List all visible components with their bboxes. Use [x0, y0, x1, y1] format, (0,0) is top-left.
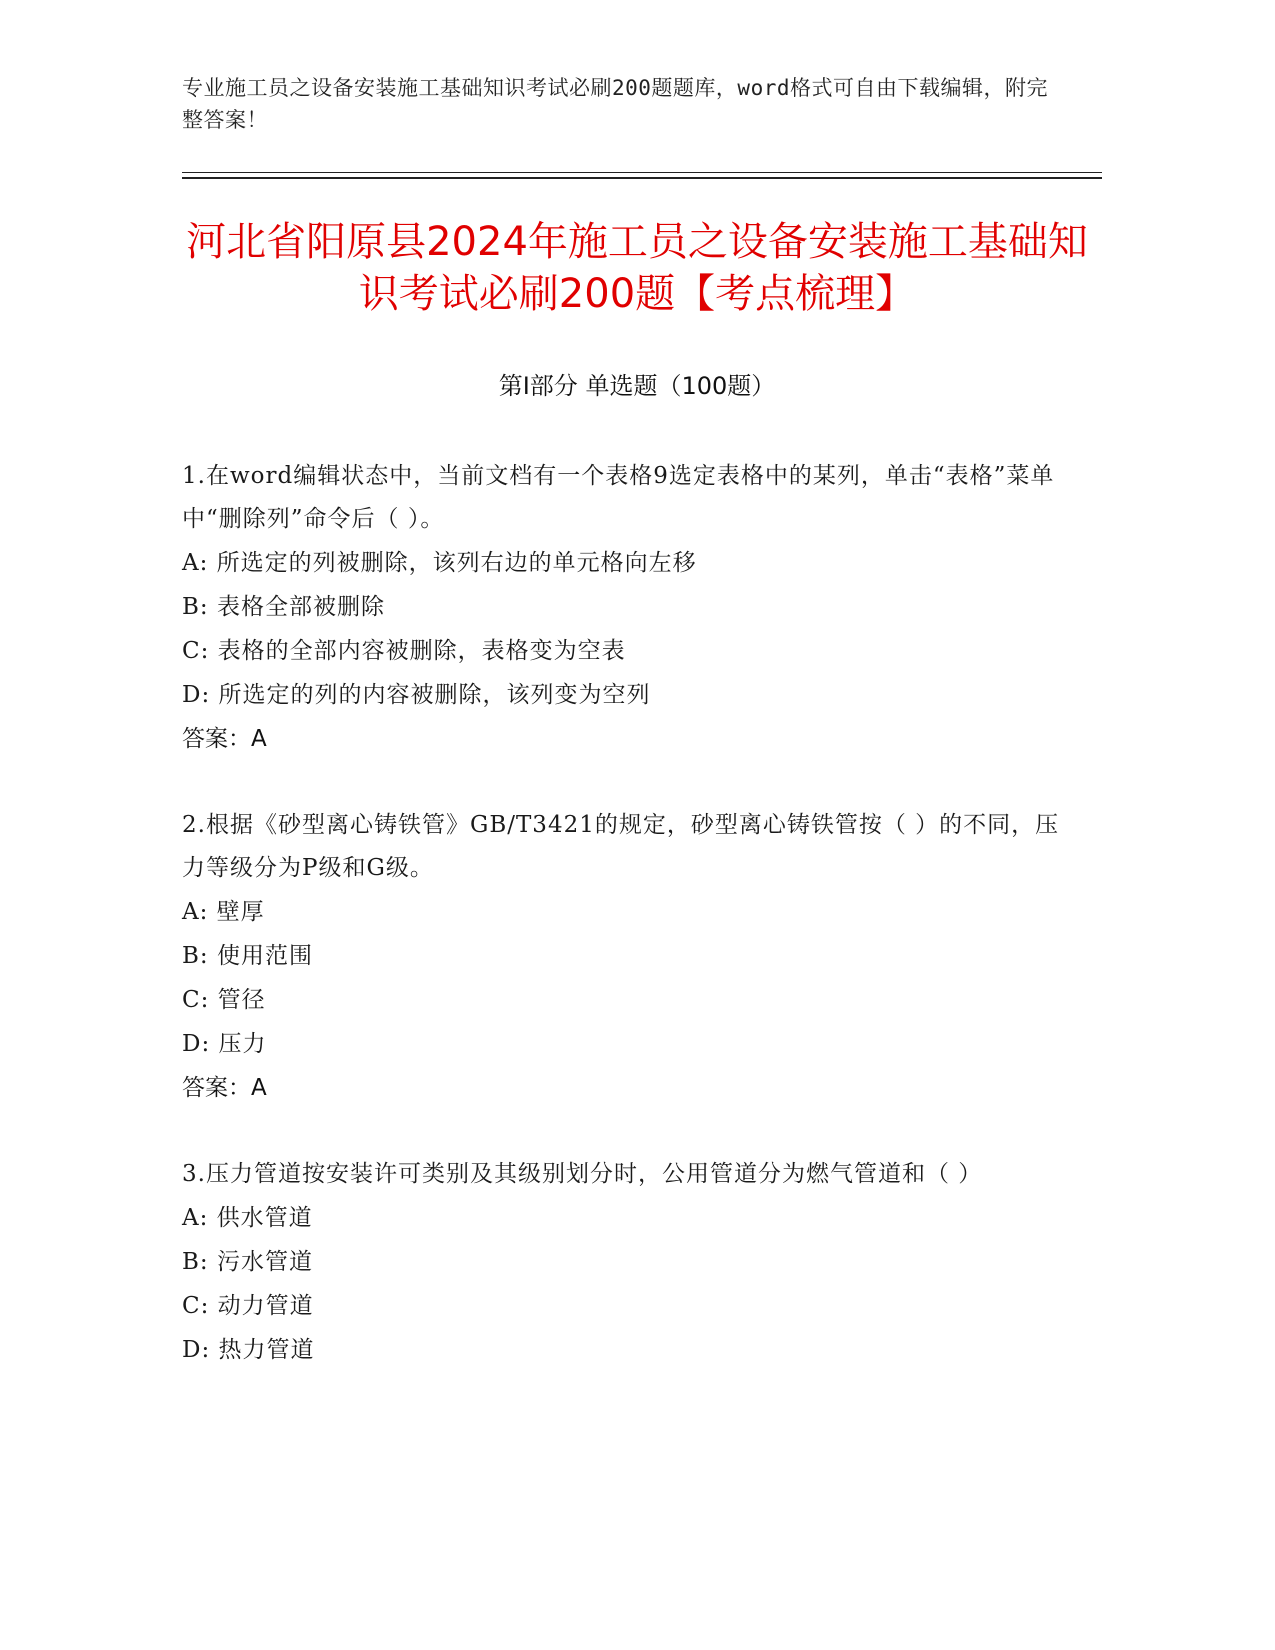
section-heading: 第I部分 单选题（100题）	[498, 372, 776, 400]
question-answer: 答案：A	[182, 726, 267, 752]
question-list	[182, 455, 1062, 1415]
header-divider-thin	[182, 172, 1102, 173]
question-stem: 3.压力管道按安装许可类别及其级别划分时，公用管道分为燃气管道和（ ）	[182, 1161, 983, 1187]
question-item	[182, 1153, 1062, 1372]
question-option: D: 所选定的列的内容被删除，该列变为空列	[182, 682, 651, 708]
question-stem: 2.根据《砂型离心铸铁管》GB/T3421的规定，砂型离心铸铁管按（ ）的不同，压力等级分为P级和G级。	[182, 812, 1060, 881]
question-option: D: 热力管道	[182, 1337, 315, 1363]
question-option: C: 管径	[182, 987, 266, 1013]
question-stem: 1.在word编辑状态中，当前文档有一个表格9选定表格中的某列，单击“表格”菜单中“删除列”命令后（ ）。	[182, 463, 1055, 532]
header-divider-thick	[182, 177, 1102, 179]
question-option: A: 供水管道	[182, 1205, 313, 1231]
question-option: D: 压力	[182, 1031, 267, 1057]
question-option: C: 表格的全部内容被删除，表格变为空表	[182, 638, 626, 664]
document-title: 河北省阳原县2024年施工员之设备安装施工基础知识考试必刷200题【考点梳理】	[186, 219, 1088, 317]
question-option: C: 动力管道	[182, 1293, 314, 1319]
question-item	[182, 804, 1062, 1110]
question-option: B: 使用范围	[182, 943, 313, 969]
header-note: 专业施工员之设备安装施工基础知识考试必刷200题题库，word格式可自由下载编辑，附完整答案！	[182, 76, 1048, 132]
question-item	[182, 455, 1062, 761]
question-option: B: 表格全部被删除	[182, 594, 385, 620]
question-option: B: 污水管道	[182, 1249, 313, 1275]
question-option: A: 所选定的列被删除，该列右边的单元格向左移	[182, 550, 697, 576]
question-answer: 答案：A	[182, 1075, 267, 1101]
question-option: A: 壁厚	[182, 899, 265, 925]
